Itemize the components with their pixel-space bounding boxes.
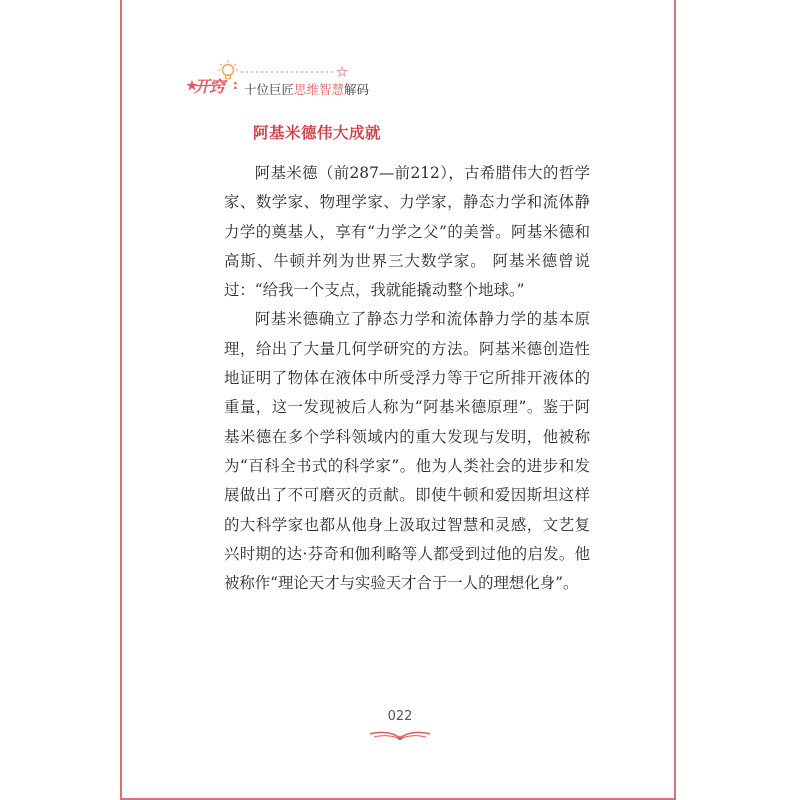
header-subtitle-highlight: 思维智慧 <box>294 82 345 97</box>
page-number: 022 <box>387 709 413 724</box>
header-logo: 开窍 <box>194 77 225 96</box>
dotted-line-star-icon <box>241 67 347 76</box>
paragraph-1: 阿基米德（前287—前212），古希腊伟大的哲学家、数学家、物理学家、力学家，静态力学和流体静力学的奠基人，享有“力学之父”的美誉。阿基米德和高斯、牛顿并列为世界三大数学家。 阿基米德曾说过：“给我一个支点，我就能撬动整个地球。” <box>224 164 590 300</box>
header-subtitle-suffix: 解码 <box>344 82 370 97</box>
paragraph-2: 阿基米德确立了静态力学和流体静力学的基本原理，给出了大量几何学研究的方法。阿基米德创造性地证明了物体在液体中所受浮力等于它所排开液体的重量，这一发现被后人称为“阿基米德原理”。鉴于阿基米德在多个学科领域内的重大发现与发明，他被称为“百科全书式的科学家”。他为人类社会的进步和发展做出了不可磨灭的贡献。即使牛顿和爱因斯坦这样的大科学家也都从他身上汲取过智慧和灵感，文艺复兴时期的达·芬奇和伽利略等人都受到过他的启发。他被称作“理论天才与实验天才合于一人的理想化身”。 <box>224 310 590 593</box>
header-subtitle-prefix: 十位巨匠 <box>244 82 295 97</box>
header-subtitle <box>244 80 369 98</box>
header-logo-colon: : <box>233 78 238 92</box>
book-ornament-icon <box>368 726 432 742</box>
body-text <box>224 159 590 598</box>
section-title: 阿基米德伟大成就 <box>253 124 382 142</box>
running-header <box>186 58 370 102</box>
